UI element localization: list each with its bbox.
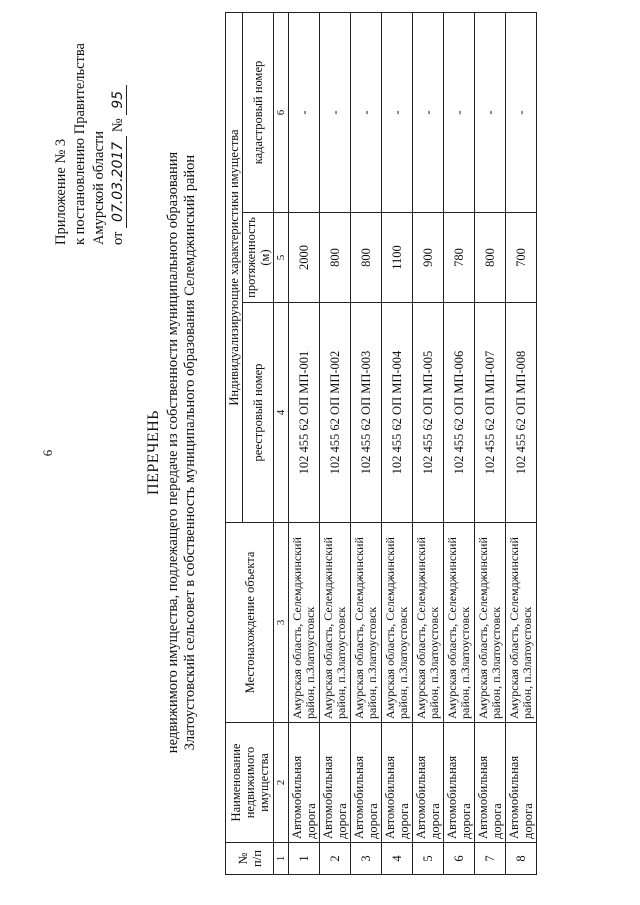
row-location: Амурская область, Селемджинский район, п.Златоустовск [413, 523, 444, 723]
table-row [475, 12, 506, 874]
row-cadastral: - [351, 12, 382, 212]
row-location: Амурская область, Селемджинский район, п.Златоустовск [475, 523, 506, 723]
appendix-line-3: Амурской области [91, 131, 107, 245]
row-name: Автомобильная дорога [506, 723, 537, 843]
date-prefix: от [110, 231, 126, 245]
row-registry: 102 455 62 ОП МП-006 [444, 303, 475, 523]
row-number: 4 [382, 843, 413, 875]
table-row [382, 12, 413, 874]
column-number: 5 [274, 213, 289, 303]
header-characteristics: Индивидуализирующие характеристики имущества [226, 12, 243, 522]
row-length: 1100 [382, 213, 413, 303]
row-number: 5 [413, 843, 444, 875]
row-length: 900 [413, 213, 444, 303]
row-number: 1 [289, 843, 320, 875]
page-number: 6 [40, 449, 55, 457]
table-row [444, 12, 475, 874]
header-num: № п/п [226, 843, 274, 875]
table-row [413, 12, 444, 874]
appendix-line-1: Приложение № 3 [53, 138, 69, 245]
column-number: 2 [274, 723, 289, 843]
row-location: Амурская область, Селемджинский район, п.Златоустовск [289, 523, 320, 723]
property-table [225, 12, 537, 875]
row-length: 2000 [289, 213, 320, 303]
appendix-line-2: к постановлению Правительства [72, 43, 88, 245]
row-name: Автомобильная дорога [351, 723, 382, 843]
row-name: Автомобильная дорога [475, 723, 506, 843]
row-name: Автомобильная дорога [382, 723, 413, 843]
row-name: Автомобильная дорога [320, 723, 351, 843]
row-length: 800 [320, 213, 351, 303]
table-row [289, 12, 320, 874]
column-number: 3 [274, 523, 289, 723]
appendix-date-line [109, 15, 128, 245]
row-number: 2 [320, 843, 351, 875]
row-location: Амурская область, Селемджинский район, п.Златоустовск [351, 523, 382, 723]
row-registry: 102 455 62 ОП МП-001 [289, 303, 320, 523]
table-body [289, 12, 537, 874]
table-row [506, 12, 537, 874]
row-cadastral: - [320, 12, 351, 212]
row-registry: 102 455 62 ОП МП-004 [382, 303, 413, 523]
row-registry: 102 455 62 ОП МП-007 [475, 303, 506, 523]
row-location: Амурская область, Селемджинский район, п.Златоустовск [382, 523, 413, 723]
appendix-header [52, 15, 128, 245]
row-number: 8 [506, 843, 537, 875]
row-length: 800 [351, 213, 382, 303]
handwritten-date: 07.03.2017 [110, 136, 127, 228]
row-registry: 102 455 62 ОП МП-003 [351, 303, 382, 523]
row-number: 6 [444, 843, 475, 875]
row-registry: 102 455 62 ОП МП-008 [506, 303, 537, 523]
row-location: Амурская область, Селемджинский район, п.Златоустовск [444, 523, 475, 723]
header-length: протяженность (м) [243, 213, 274, 303]
handwritten-number: 95 [110, 85, 127, 115]
row-name: Автомобильная дорога [444, 723, 475, 843]
number-prefix: № [110, 118, 126, 133]
row-location: Амурская область, Селемджинский район, п.Златоустовск [506, 523, 537, 723]
column-number: 1 [274, 843, 289, 875]
row-location: Амурская область, Селемджинский район, п.Златоустовск [320, 523, 351, 723]
row-cadastral: - [413, 12, 444, 212]
row-registry: 102 455 62 ОП МП-002 [320, 303, 351, 523]
row-cadastral: - [475, 12, 506, 212]
header-location: Местонахождение объекта [226, 523, 274, 723]
row-length: 780 [444, 213, 475, 303]
row-cadastral: - [444, 12, 475, 212]
column-number: 6 [274, 12, 289, 212]
header-cadastral: кадастровый номер [243, 12, 274, 212]
row-cadastral: - [506, 12, 537, 212]
row-number: 7 [475, 843, 506, 875]
row-length: 700 [506, 213, 537, 303]
row-registry: 102 455 62 ОП МП-005 [413, 303, 444, 523]
table-row [351, 12, 382, 874]
header-name: Наименование недвижимого имущества [226, 723, 274, 843]
row-name: Автомобильная дорога [413, 723, 444, 843]
row-cadastral: - [382, 12, 413, 212]
row-length: 800 [475, 213, 506, 303]
row-number: 3 [351, 843, 382, 875]
table-row [320, 12, 351, 874]
document-title: ПЕРЕЧЕНЬ [145, 410, 162, 495]
row-name: Автомобильная дорога [289, 723, 320, 843]
column-number: 4 [274, 303, 289, 523]
row-cadastral: - [289, 12, 320, 212]
document-subtitle: недвижимого имущества, подлежащего передаче из собственности муниципального образования Златоустовский сельсовет в собственность муниципального образования Селемджинский район [165, 151, 198, 754]
header-registry: реестровый номер [243, 303, 274, 523]
